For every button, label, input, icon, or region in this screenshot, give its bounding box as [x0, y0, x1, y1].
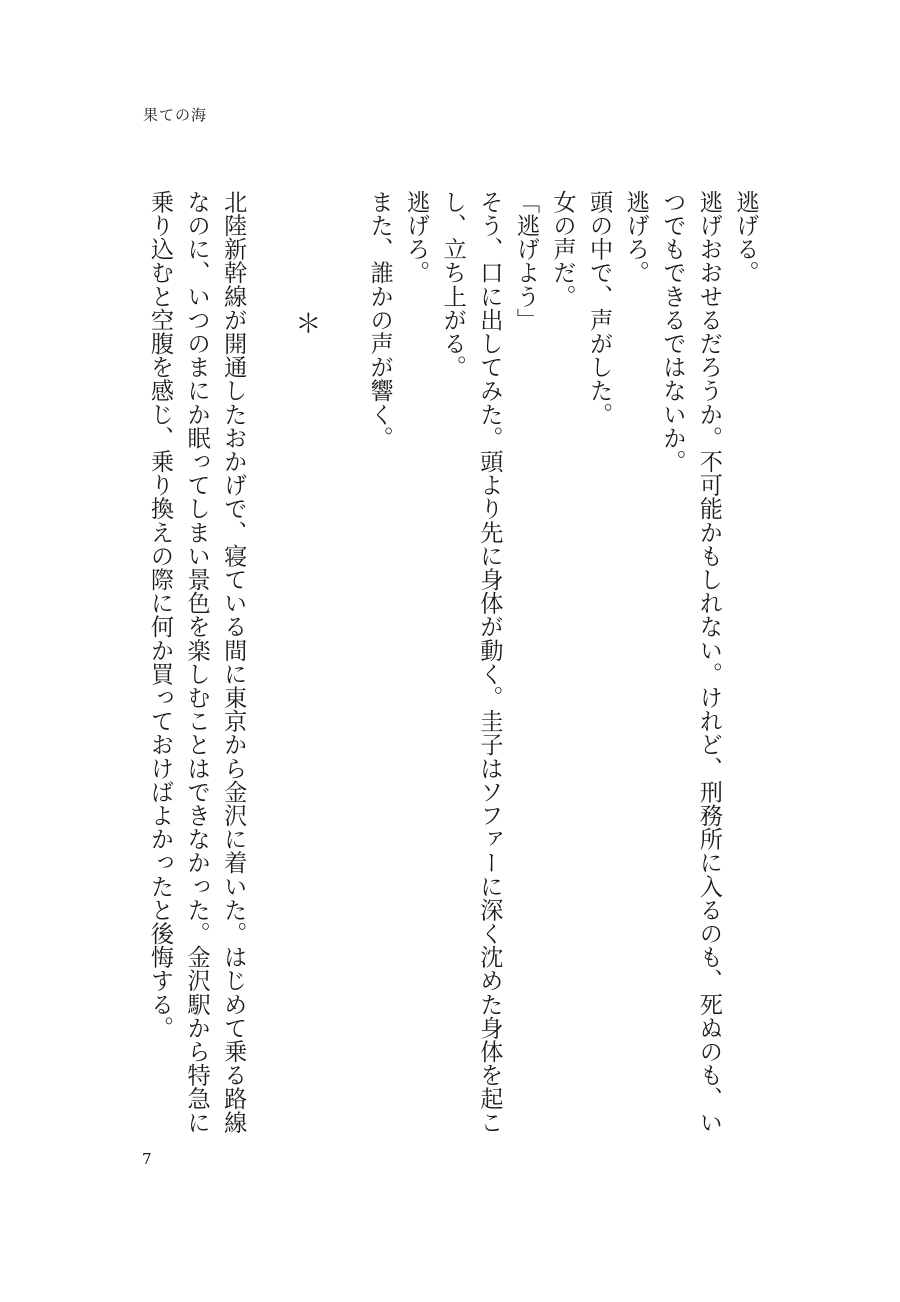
page-number: 7: [142, 1150, 152, 1168]
paragraph: また、誰かの声が響く。: [366, 190, 394, 450]
paragraph: 逃げろ。: [402, 190, 430, 285]
blank-column: [324, 190, 361, 1150]
section-separator-asterisk: ＊: [290, 310, 321, 337]
paragraph: 女の声だ。: [549, 190, 577, 308]
paragraph: 「逃げよう」: [512, 190, 540, 332]
paragraph: そう、口に出してみた。頭より先に身体が動く。圭子はソファーに深く沈めた身体を起こし、立ち上がる。: [439, 190, 503, 1134]
paragraph: 逃げる。: [732, 190, 759, 285]
paragraph: 逃げおおせるだろうか。不可能かもしれない。けれど、刑務所に入るのも、死ぬのも、いつでもできるではないか。: [658, 190, 723, 1134]
paragraph: 北陸新幹線が開通したおかげで、寝ている間に東京から金沢に着いた。はじめて乗る路線なのに、いつのまにか眠ってしまい景色を楽しむことはできなかった。金沢駅から特急に乗り込むと空腹を感じ、乗り換えの際に何か買っておけばよかったと後悔する。: [146, 190, 247, 1134]
vertical-text-body: [123, 190, 763, 1150]
blank-column: [251, 190, 288, 1150]
paragraph: 逃げろ。: [622, 190, 650, 285]
running-header-title: 果ての海: [143, 106, 208, 124]
paragraph: 頭の中で、声がした。: [585, 190, 613, 426]
